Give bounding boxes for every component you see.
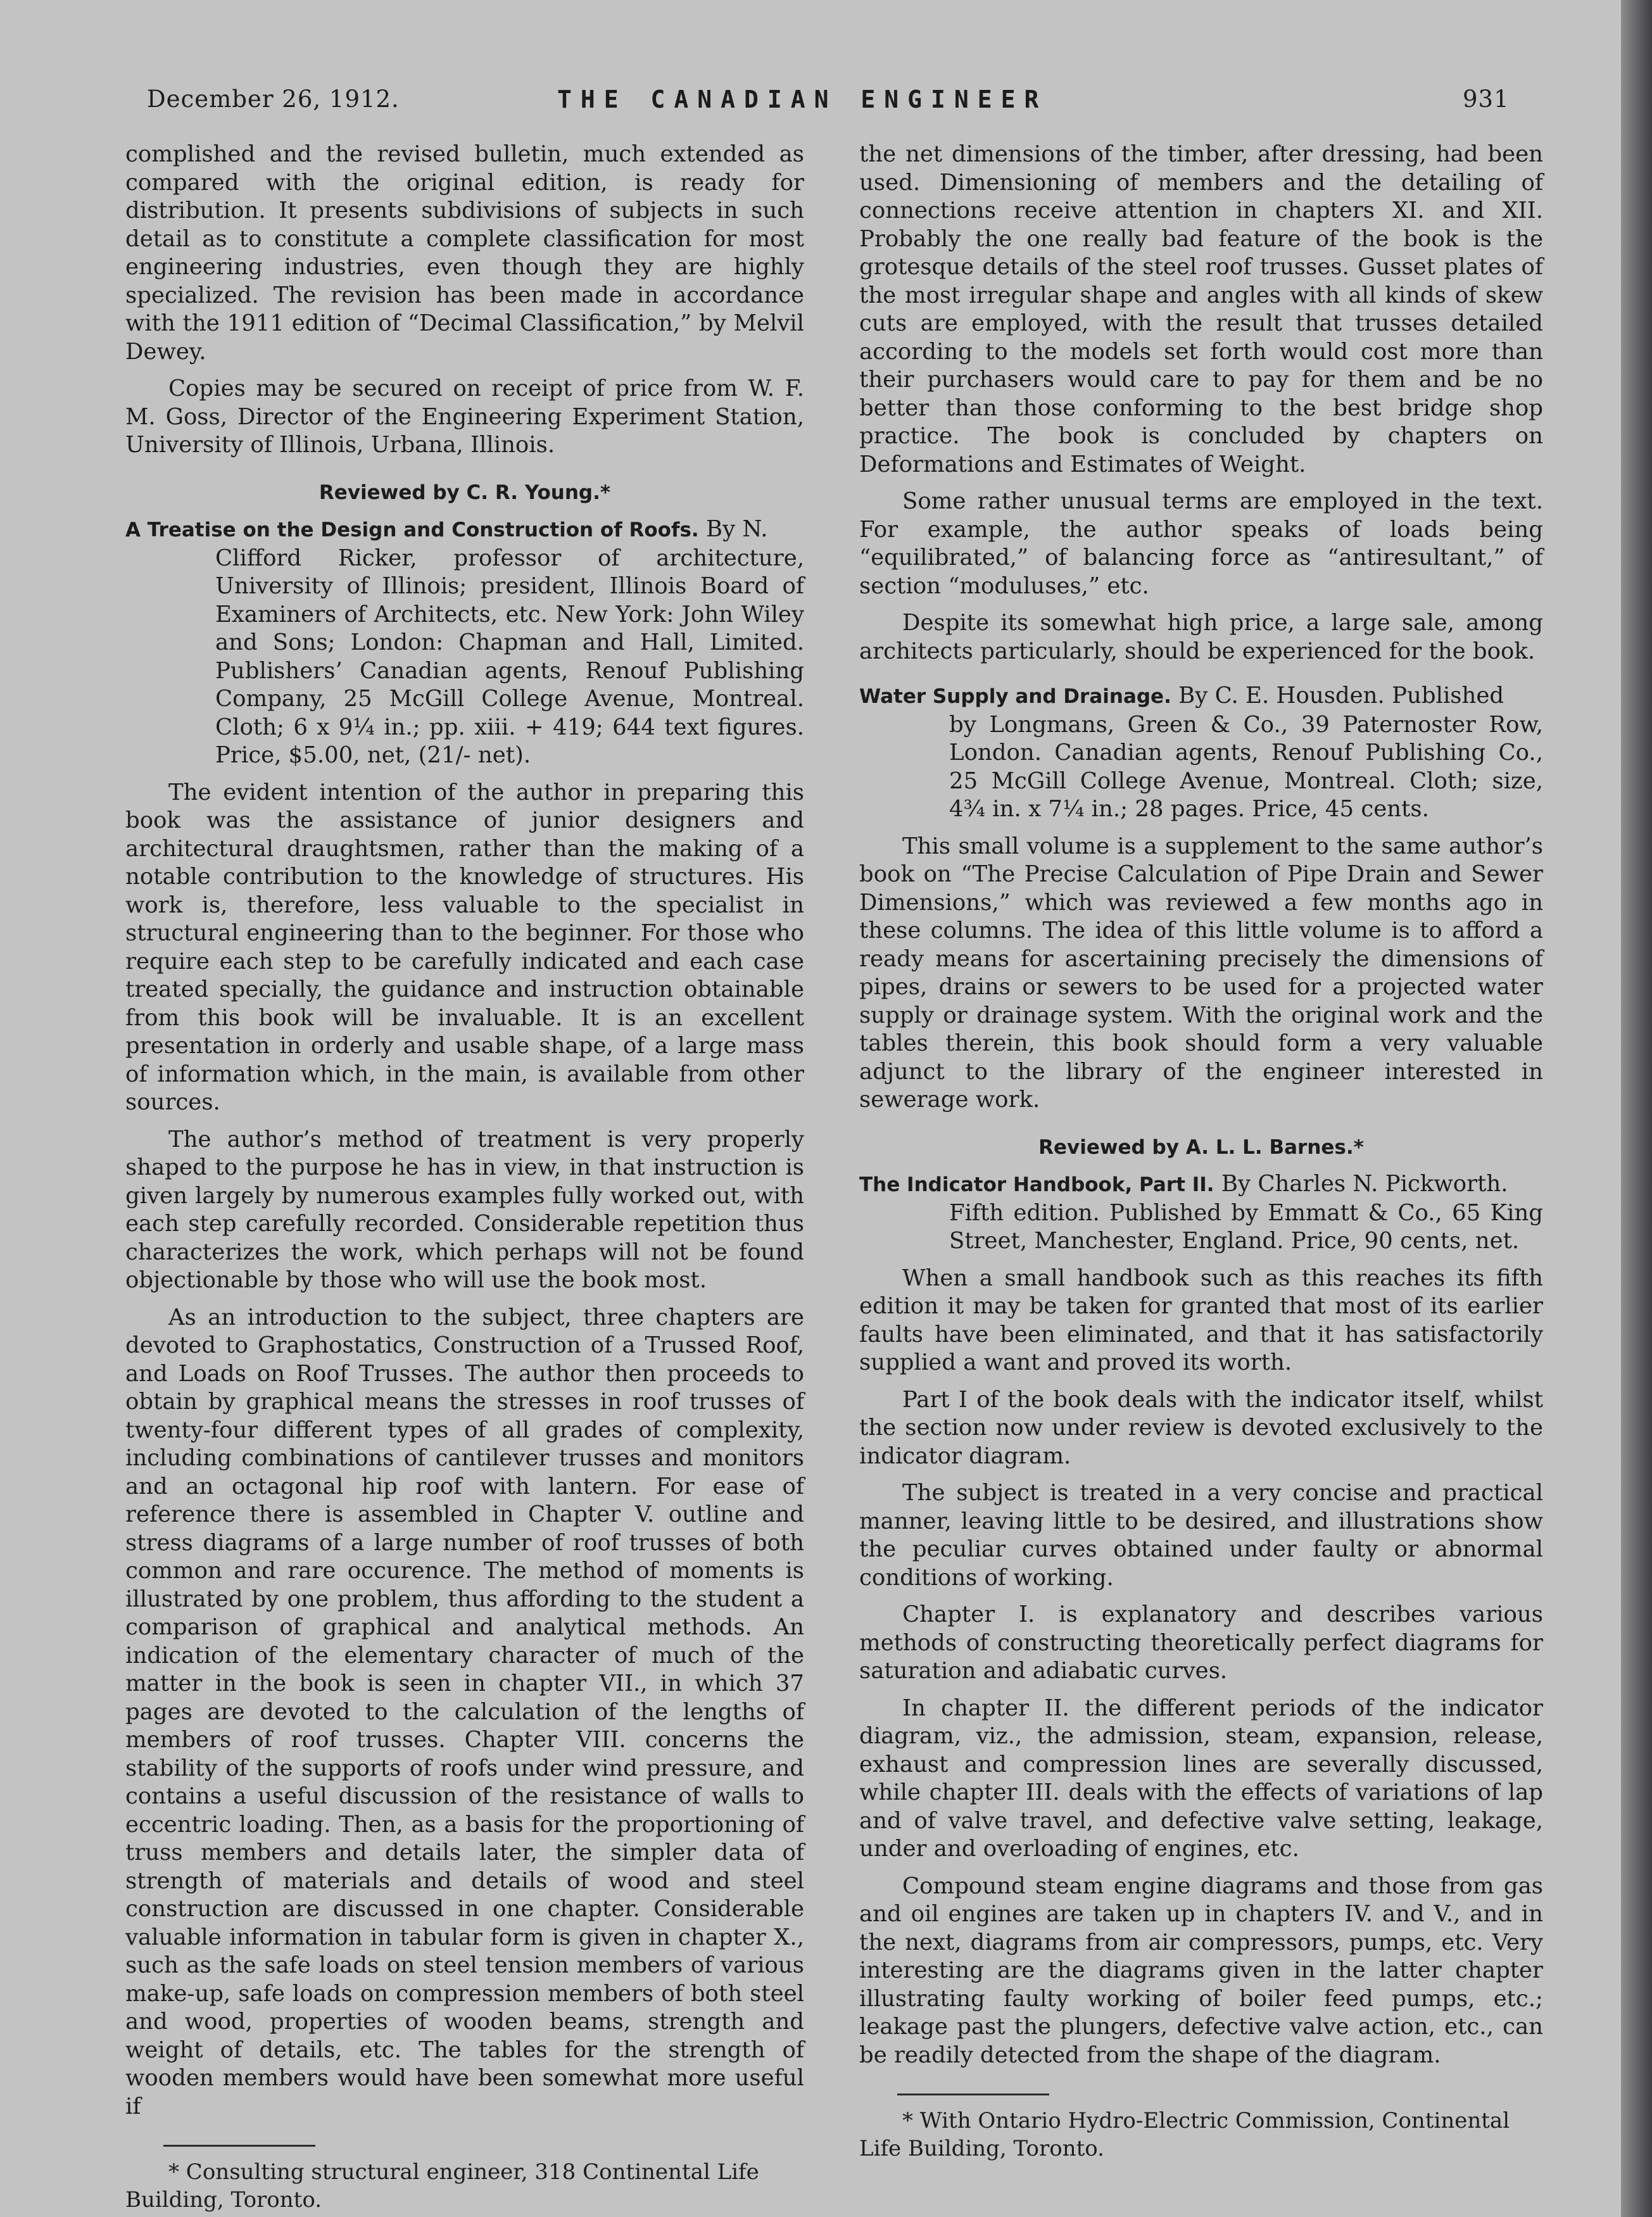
header-date: December 26, 1912. <box>147 85 400 113</box>
book-entry <box>125 515 804 770</box>
paragraph: complished and the revised bulletin, much extended as compared with the original edition, is ready for distribution. It presents subdivisions of subjects in such detail as to constitute a complete classification for most engineering industries, even though they are highly specialized. The revision has been made in accordance with the 1911 edition of “Decimal Classification,” by Melvil Dewey. <box>125 141 804 365</box>
reviewer-heading: Reviewed by A. L. L. Barnes.* <box>1038 1135 1364 1159</box>
paragraph: the net dimensions of the timber, after dressing, had been used. Dimensioning of members and the detailing of connections receive attention in chapters XI. and XII. Probably the one really bad feature of the book is the grotesque details of the steel roof trusses. Gusset plates of the most irregular shape and angles with all kinds of skew cuts are employed, with the result that trusses detailed according to the models set forth would cost more than their purchasers would care to pay for them and be no better than those conforming to the best bridge shop practice. The book is concluded by chapters on Deformations and Estimates of Weight. <box>859 141 1543 477</box>
paragraph: The evident intention of the author in preparing this book was the assistance of junior designers and architectural draughtsmen, rather than the making of a notable contribution to the knowledge of structures. His work is, therefore, less valuable to the specialist in structural engineering than to the beginner. For those who require each step to be carefully indicated and each case treated specially, the guidance and instruction obtainable from this book will be invaluable. It is an excellent presentation in orderly and usable shape, of a large mass of information which, in the main, is available from other sources. <box>125 779 804 1115</box>
header-journal-title: THE CANADIAN ENGINEER <box>557 85 1048 113</box>
paragraph: Compound steam engine diagrams and those from gas and oil engines are taken up in chapters IV. and V., and in the next, diagrams from air compressors, pumps, etc. Very interesting are the diagrams given in the latter chapter illustrating faulty working of boiler feed pumps, etc.; leakage past the plungers, defective valve action, etc., can be readily detected from the shape of the diagram. <box>859 1873 1543 2068</box>
book-details: Clifford Ricker, professor of architecture, University of Illinois; president, Illinois Board of Examiners of Architects, etc. New York: John Wiley and Sons; London: Chapman and Hall, Limited. Publishers’ Canadian agents, Renouf Publishing Company, 25 McGill College Avenue, Montreal. Cloth; 6 x 9¼ in.; pp. xiii. + 419; 644 text figures. Price, $5.00, net, (21/- net). <box>215 545 804 768</box>
book-author: By C. E. Housden. Published <box>1178 683 1504 709</box>
paragraph: The author’s method of treatment is very properly shaped to the purpose he has in view, in that instruction is given largely by numerous examples fully worked out, with each step carefully recorded. Considerable repetition thus characterizes the work, which perhaps will not be found objectionable by those who will use the book most. <box>125 1126 804 1293</box>
book-title: The Indicator Handbook, Part II. <box>859 1173 1214 1196</box>
book-author: By Charles N. Pickworth. <box>1221 1171 1508 1197</box>
footnote-rule <box>897 2094 1049 2095</box>
paragraph: As an introduction to the subject, three chapters are devoted to Graphostatics, Construction of a Trussed Roof, and Loads on Roof Trusses. The author then proceeds to obtain by graphical means the stresses in roof trusses of twenty-four different types of all grades of complexity, including combinations of cantilever trusses and monitors and an octagonal hip roof with lantern. For ease of reference there is assembled in Chapter V. outline and stress diagrams of a large number of roof trusses of both common and rare occurence. The method of moments is illustrated by one problem, thus affording to the student a comparison of graphical and analytical methods. An indication of the elementary character of much of the matter in the book is seen in chapter VII., in which 37 pages are devoted to the calculation of the lengths of members of roof trusses. Chapter VIII. concerns the stability of the supports of roofs under wind pressure, and contains a useful discussion of the resistance of walls to eccentric loading. Then, as a basis for the proportioning of truss members and details later, the simpler data of strength of materials and details of wood and steel construction are discussed in one chapter. Considerable valuable information in tabular form is given in chapter X., such as the safe loads on steel tension members of various make-up, safe loads on compression members of both steel and wood, properties of wooden beams, strength and weight of details, etc. The tables for the strength of wooden members would have been somewhat more useful if <box>125 1304 804 2119</box>
footnote: * Consulting structural engineer, 318 Continental Life Building, Toronto. <box>125 2159 759 2213</box>
paragraph: Chapter I. is explanatory and describes various methods of constructing theoretically perfect diagrams for saturation and adiabatic curves. <box>859 1601 1543 1684</box>
footnote: * With Ontario Hydro-Electric Commission, Continental Life Building, Toronto. <box>859 2108 1510 2161</box>
footnote-rule <box>163 2145 315 2147</box>
right-column <box>859 141 1543 2163</box>
page-edge <box>1621 0 1652 2217</box>
paragraph: Despite its somewhat high price, a large sale, among architects particularly, should be experienced for the book. <box>859 610 1543 664</box>
paragraph: The subject is treated in a very concise and practical manner, leaving little to be desired, and illustrations show the peculiar curves obtained under faulty or abnormal conditions of working. <box>859 1480 1543 1591</box>
paragraph: This small volume is a supplement to the same author’s book on “The Precise Calculation of Pipe Drain and Sewer Dimensions,” which was reviewed a few months ago in these columns. The idea of this little volume is to afford a ready means for ascertaining precisely the dimensions of pipes, drains or sewers to be used for a projected water supply or drainage system. With the original work and the tables therein, this book should form a very valuable adjunct to the library of the engineer interested in sewerage work. <box>859 833 1543 1113</box>
paragraph: When a small handbook such as this reaches its fifth edition it may be taken for granted that most of its earlier faults have been eliminated, and that it has satisfactorily supplied a want and proved its worth. <box>859 1265 1543 1375</box>
book-details: Fifth edition. Published by Emmatt & Co., 65 King Street, Manchester, England. Price, 90 cents, net. <box>949 1199 1543 1254</box>
paragraph: In chapter II. the different periods of the indicator diagram, viz., the admission, steam, expansion, release, exhaust and compression lines are severally discussed, while chapter III. deals with the effects of variations of lap and of valve travel, and defective valve setting, leakage, under and overloading of engines, etc. <box>859 1695 1543 1862</box>
reviewer-heading: Reviewed by C. R. Young.* <box>318 481 611 504</box>
paragraph: Part I of the book deals with the indicator itself, whilst the section now under review is devoted exclusively to the indicator diagram. <box>859 1386 1543 1469</box>
book-title: A Treatise on the Design and Construction of Roofs. <box>125 519 699 541</box>
book-entry <box>859 682 1543 824</box>
book-details: by Longmans, Green & Co., 39 Paternoster Row, London. Canadian agents, Renouf Publishing Co., 25 McGill College Avenue, Montreal. Cloth; size, 4¾ in. x 7¼ in.; 28 pages. Price, 45 cents. <box>949 711 1543 822</box>
book-entry <box>859 1170 1543 1256</box>
paragraph: Copies may be secured on receipt of price from W. F. M. Goss, Director of the Engineering Experiment Station, University of Illinois, Urbana, Illinois. <box>125 376 804 458</box>
paragraph: Some rather unusual terms are employed in the text. For example, the author speaks of loads being “equilibrated,” of balancing force as “antiresultant,” of section “moduluses,” etc. <box>859 488 1543 599</box>
header-page-number: 931 <box>1463 85 1510 113</box>
left-column <box>125 141 804 2214</box>
book-author: By N. <box>705 516 768 542</box>
book-title: Water Supply and Drainage. <box>859 685 1171 708</box>
